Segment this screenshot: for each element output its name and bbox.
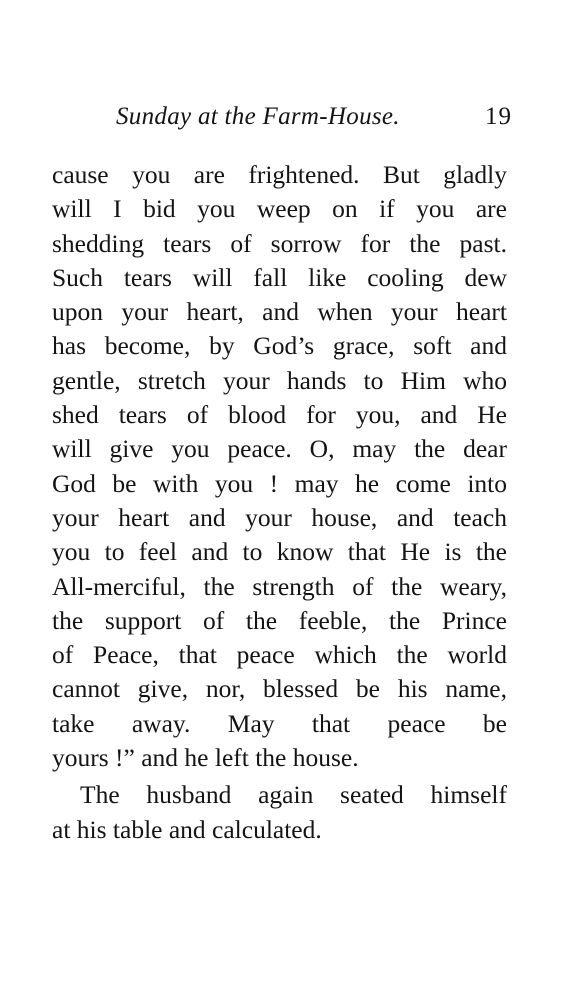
running-title: Sunday at the Farm-House. bbox=[116, 103, 400, 130]
text-line: God be with you ! may he come into bbox=[52, 468, 507, 498]
text-line: yours !” and he left the house. bbox=[52, 743, 359, 773]
text-line: your heart and your house, and teach bbox=[52, 502, 507, 532]
text-line: The husband again seated himself bbox=[80, 780, 507, 810]
text-line: shedding tears of sorrow for the past. bbox=[52, 228, 507, 258]
text-line: will give you peace. O, may the dear bbox=[52, 434, 507, 464]
text-line: cause you are frightened. But gladly bbox=[52, 160, 507, 189]
text-line: has become, by God’s grace, soft and bbox=[52, 331, 507, 361]
page-number: 19 bbox=[485, 103, 512, 130]
paragraph-1 bbox=[52, 158, 507, 775]
text-line: gentle, stretch your hands to Him who bbox=[52, 365, 507, 395]
paragraph-2 bbox=[52, 778, 507, 847]
text-line: of Peace, that peace which the world bbox=[52, 640, 507, 670]
text-line: at his table and calculated. bbox=[52, 814, 322, 844]
text-line: cannot give, nor, blessed be his name, bbox=[52, 674, 507, 704]
text-line: you to feel and to know that He is the bbox=[52, 537, 507, 567]
body-text bbox=[52, 158, 507, 847]
text-line: will I bid you weep on if you are bbox=[52, 194, 507, 224]
text-line: shed tears of blood for you, and He bbox=[52, 400, 507, 430]
text-line: the support of the feeble, the Prince bbox=[52, 605, 507, 635]
text-line: upon your heart, and when your heart bbox=[52, 297, 507, 327]
running-head bbox=[52, 103, 512, 137]
text-line: take away. May that peace be bbox=[52, 708, 507, 738]
text-line: Such tears will fall like cooling dew bbox=[52, 262, 507, 292]
text-line: All-merciful, the strength of the weary, bbox=[52, 571, 507, 601]
